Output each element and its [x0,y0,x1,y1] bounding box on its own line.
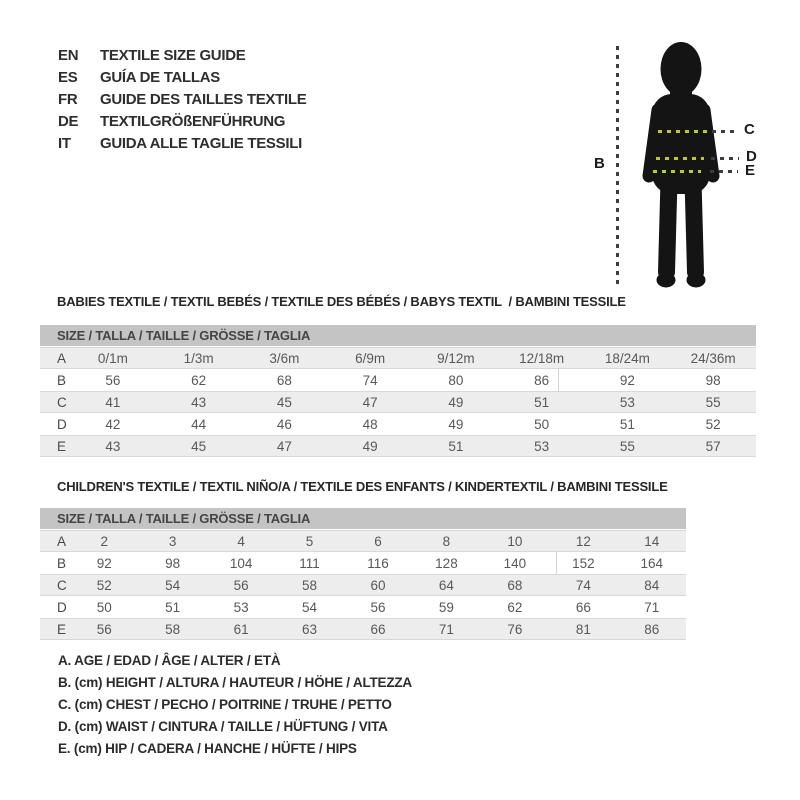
table-cell: 61 [233,621,249,637]
table-row [40,391,756,413]
waist-measure-line [656,157,704,160]
table-cell: 66 [370,621,386,637]
table-cell: 164 [640,555,664,571]
children-size-table [40,508,686,640]
table-cell: 74 [575,577,591,593]
table-cell: 3 [168,533,177,549]
table-cell: 92 [96,555,112,571]
row-label: C [57,577,67,593]
table-cell: 98 [705,372,721,388]
language-row [58,88,306,110]
table-cell: 50 [96,599,112,615]
table-cell: 92 [619,372,635,388]
table-cell: 56 [370,599,386,615]
language-title: GUIDE DES TAILLES TEXTILE [100,90,307,108]
waist-measure-label: D [746,148,757,165]
table-cell: 52 [705,416,721,432]
language-title: TEXTILE SIZE GUIDE [100,46,246,64]
height-measure-line [616,46,619,288]
table-cell: 76 [507,621,523,637]
row-label: B [57,555,67,571]
row-label: A [57,350,67,366]
table-cell: 60 [370,577,386,593]
babies-size-table [40,325,756,457]
height-measure-label: B [594,155,605,172]
table-cell: 0/1m [97,350,128,366]
chest-measure-line [658,130,708,133]
table-cell: 14 [644,533,660,549]
table-cell: 86 [644,621,660,637]
hip-measure-leader [710,170,738,173]
table-cell: 68 [276,372,292,388]
table-cell: 41 [105,394,121,410]
table-cell: 81 [575,621,591,637]
row-label: D [57,599,67,615]
table-cell: 51 [448,438,464,454]
table-cell: 62 [507,599,523,615]
language-code: ES [58,68,78,86]
table-cell: 48 [362,416,378,432]
table-cell: 56 [96,621,112,637]
legend-row: A. AGE / EDAD / ÂGE / ALTER / ETÀ [58,653,281,668]
table-cell: 49 [362,438,378,454]
table-cell: 51 [619,416,635,432]
table-cell: 59 [438,599,454,615]
table-cell: 49 [448,416,464,432]
table-cell: 111 [299,555,320,571]
table-cell: 54 [165,577,181,593]
table-cell: 47 [362,394,378,410]
table-cell: 140 [503,555,527,571]
table-row [40,618,686,640]
table-cell: 4 [237,533,245,549]
table-row [40,369,756,391]
language-title-block [58,44,306,154]
table-cell: 3/6m [269,350,300,366]
table-cell: 62 [191,372,207,388]
table-cell: 9/12m [437,350,475,366]
legend-row: B. (cm) HEIGHT / ALTURA / HAUTEUR / HÖHE / ALTEZZA [58,675,412,690]
table-cell: 5 [305,533,314,549]
babies-section-heading: BABIES TEXTILE / TEXTIL BEBÉS / TEXTILE DES BÉBÉS / BABYS TEXTIL / BAMBINI TESSILE [57,294,626,309]
table-cell: 10 [507,533,523,549]
row-label: A [57,533,67,549]
children-size-header: SIZE / TALLA / TAILLE / GRÖSSE / TAGLIA [40,508,686,529]
table-cell: 98 [165,555,181,571]
table-cell: 49 [448,394,464,410]
table-row [40,596,686,618]
language-title: TEXTILGRÖßENFÜHRUNG [100,112,286,130]
table-cell: 68 [507,577,523,593]
chest-measure-leader [712,130,738,133]
table-cell: 45 [276,394,292,410]
table-cell: 86 [534,372,550,388]
table-cell: 51 [534,394,550,410]
legend-row: D. (cm) WAIST / CINTURA / TAILLE / HÜFTUNG / VITA [58,719,388,734]
table-cell: 52 [96,577,112,593]
legend-row: C. (cm) CHEST / PECHO / POITRINE / TRUHE / PETTO [58,697,392,712]
table-row [40,413,756,435]
table-row [40,574,686,596]
table-cell: 152 [572,555,595,571]
language-row [58,110,306,132]
table-cell: 55 [705,394,721,410]
table-cell: 80 [448,372,464,388]
table-cell: 63 [302,621,318,637]
table-cell: 74 [362,372,378,388]
table-cell: 45 [191,438,207,454]
table-cell: 53 [233,599,249,615]
table-cell: 24/36m [690,350,736,366]
language-code: EN [58,46,79,64]
table-cell: 64 [438,577,454,593]
table-cell: 55 [619,438,635,454]
language-code: IT [58,134,71,152]
waist-measure-leader [711,157,739,160]
hip-measure-line [653,170,701,173]
table-cell: 50 [534,416,550,432]
table-cell: 56 [105,372,121,388]
table-cell: 58 [165,621,181,637]
table-cell: 57 [705,438,721,454]
language-row [58,132,306,154]
table-cell: 54 [302,599,318,615]
table-cell: 71 [644,599,660,615]
table-cell: 43 [191,394,207,410]
children-table-body [40,530,686,640]
table-cell: 46 [276,416,292,432]
row-label: B [57,372,67,388]
row-label: E [57,438,67,454]
table-cell: 56 [233,577,249,593]
table-row [40,347,756,369]
table-cell: 116 [367,555,389,571]
language-code: DE [58,112,79,130]
row-label: E [57,621,67,637]
hip-measure-label: E [745,162,756,179]
table-cell: 66 [575,599,591,615]
language-title: GUÍA DE TALLAS [100,68,220,86]
table-cell: 12 [575,533,591,549]
table-cell: 1/3m [183,350,214,366]
table-cell: 8 [442,533,451,549]
table-cell: 53 [534,438,550,454]
babies-size-header: SIZE / TALLA / TAILLE / GRÖSSE / TAGLIA [40,325,756,346]
chest-measure-label: C [744,121,755,138]
table-cell: 53 [619,394,635,410]
language-code: FR [58,90,78,108]
table-cell: 84 [644,577,660,593]
children-section-heading: CHILDREN'S TEXTILE / TEXTIL NIÑO/A / TEXTILE DES ENFANTS / KINDERTEXTIL / BAMBINI TESSILE [57,479,668,494]
language-title: GUIDA ALLE TAGLIE TESSILI [100,134,302,152]
table-cell: 51 [165,599,181,615]
table-cell: 44 [191,416,207,432]
table-cell: 42 [105,416,121,432]
table-cell: 104 [229,555,253,571]
table-cell: 12/18m [519,350,565,366]
babies-table-body [40,347,756,457]
legend-row: E. (cm) HIP / CADERA / HANCHE / HÜFTE / HIPS [58,741,357,756]
row-label: C [57,394,67,410]
table-cell: 71 [438,621,454,637]
table-cell: 18/24m [604,350,650,366]
table-row [40,435,756,457]
table-cell: 6/9m [355,350,386,366]
language-row [58,44,306,66]
child-feet-shape [657,273,706,288]
row-label: D [57,416,67,432]
measurement-legend [58,650,412,760]
table-cell: 58 [302,577,318,593]
table-cell: 47 [276,438,292,454]
table-row [40,530,686,552]
table-cell: 6 [374,533,382,549]
table-cell: 128 [435,555,458,571]
table-cell: 43 [105,438,121,454]
language-row [58,66,306,88]
table-row [40,552,686,574]
table-cell: 2 [100,533,108,549]
